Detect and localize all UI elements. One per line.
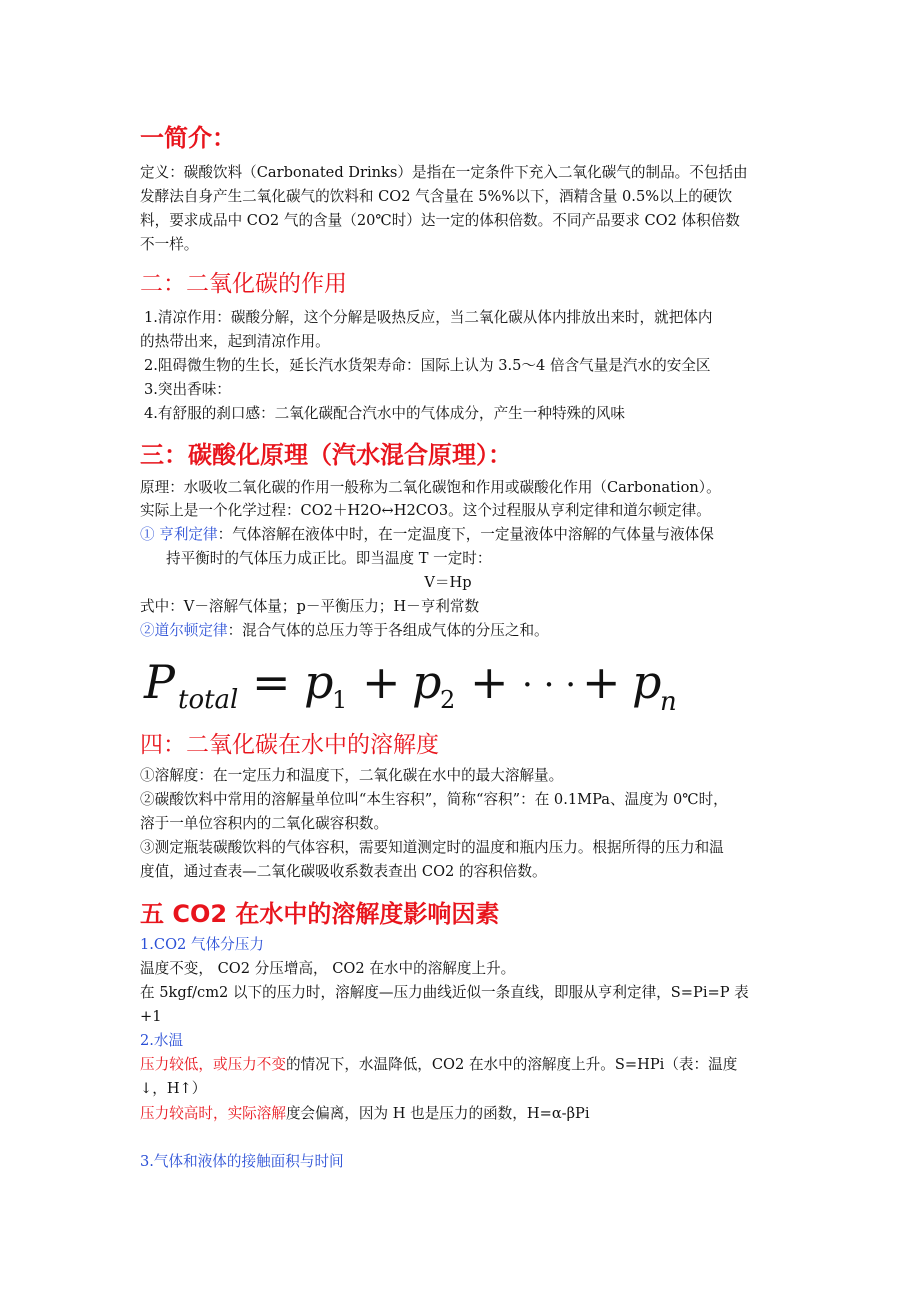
henry-law-label: ① 亨利定律	[140, 526, 218, 543]
henry-formula: V＝Hp	[424, 574, 472, 591]
formula-sub-2: 2	[440, 686, 456, 714]
heading-carbonation: 三：碳酸化原理（汽水混合原理）：	[140, 441, 512, 469]
heading-solubility: 四：二氧化碳在水中的溶解度	[140, 732, 439, 758]
role-line-5: 4.有舒服的刹口感：二氧化碳配合汽水中的气体成分，产生一种特殊的风味	[144, 405, 625, 422]
solubility-line-3: 溶于一单位容积内的二氧化碳容积数。	[140, 815, 389, 832]
role-line-4: 3.突出香味：	[144, 381, 231, 398]
solubility-line-1: ①溶解度：在一定压力和温度下，二氧化碳在水中的最大溶解量。	[140, 767, 564, 784]
factor-2-highlight-2: 压力较高时，实际溶解	[140, 1105, 286, 1122]
intro-line-3: 料，要求成品中 CO2 气的含量（20℃时）达一定的体积倍数。不同产品要求 CO2 体积倍数	[140, 212, 740, 229]
factor-2-text-2: 度会偏离，因为 H 也是压力的函数，H=α-βPi	[285, 1105, 590, 1122]
formula-dots: · · ·	[522, 665, 577, 705]
solubility-line-2: ②碳酸饮料中常用的溶解量单位叫“本生容积”，简称“容积”：在 0.1MPa、温度为 0℃时，	[140, 791, 728, 808]
factor-3-title: 3.气体和液体的接触面积与时间	[140, 1153, 344, 1170]
heading-factors: 五 CO2 在水中的溶解度影响因素	[140, 900, 500, 928]
factor-2-line-3	[140, 1102, 590, 1126]
factor-1-title: 1.CO2 气体分压力	[140, 936, 264, 953]
henry-law-text-2: 持平衡时的气体压力成正比。即当温度 T 一定时：	[166, 550, 492, 567]
dalton-law-label: ②道尔顿定律	[140, 622, 228, 639]
formula-pn: p	[632, 658, 662, 709]
factor-2-highlight-1: 压力较低，或压力不变	[140, 1056, 286, 1073]
dalton-formula	[140, 658, 700, 720]
formula-p1: p	[304, 658, 334, 709]
henry-law-line	[140, 523, 714, 547]
factor-1-line-1: 温度不变， CO2 分压增高， CO2 在水中的溶解度上升。	[140, 960, 516, 977]
heading-co2-role: 二：二氧化碳的作用	[140, 271, 347, 297]
henry-law-text: ：气体溶解在液体中时，在一定温度下，一定量液体中溶解的气体量与液体保	[217, 526, 714, 543]
formula-p2: p	[412, 658, 442, 709]
factor-2-line-1	[140, 1053, 737, 1077]
henry-note: 式中：V－溶解气体量；p－平衡压力；H－亨利常数	[140, 598, 480, 615]
intro-line-2: 发酵法自身产生二氧化碳气的饮料和 CO2 气含量在 5%%以下，酒精含量 0.5%以上的硬饮	[140, 188, 733, 205]
formula-plus-3: +	[582, 658, 621, 709]
formula-p-total: P	[144, 658, 175, 709]
carbonation-line-2: 实际上是一个化学过程：CO2＋H2O↔H2CO3。这个过程服从亨利定律和道尔顿定律。	[140, 502, 711, 519]
formula-sub-1: 1	[332, 686, 348, 714]
role-line-2: 的热带出来，起到清凉作用。	[140, 333, 330, 350]
formula-sub-n: n	[660, 687, 677, 717]
factor-2-title: 2.水温	[140, 1032, 184, 1049]
intro-line-4: 不一样。	[140, 236, 199, 253]
factor-1-line-3: +1	[140, 1008, 162, 1025]
role-line-3: 2.阻碍微生物的生长，延长汽水货架寿命：国际上认为 3.5～4 倍含气量是汽水的安全区	[144, 357, 711, 374]
solubility-line-4: ③测定瓶装碳酸饮料的气体容积，需要知道测定时的温度和瓶内压力。根据所得的压力和温	[140, 839, 724, 856]
dalton-law-text: ：混合气体的总压力等于各组成气体的分压之和。	[227, 622, 549, 639]
role-line-1: 1.清凉作用：碳酸分解，这个分解是吸热反应，当二氧化碳从体内排放出来时，就把体内	[144, 309, 713, 326]
heading-intro: 一简介：	[140, 124, 236, 152]
intro-line-1: 定义：碳酸饮料（Carbonated Drinks）是指在一定条件下充入二氧化碳气的制品。不包括由	[140, 164, 748, 181]
formula-plus-2: +	[470, 658, 509, 709]
formula-plus-1: +	[362, 658, 401, 709]
formula-equals: =	[252, 658, 291, 709]
factor-1-line-2: 在 5kgf/cm2 以下的压力时，溶解度—压力曲线近似一条直线，即服从亨利定律，S=Pi=P 表	[140, 984, 749, 1001]
factor-2-line-2: ↓，H↑）	[140, 1080, 207, 1097]
solubility-line-5: 度值，通过查表—二氧化碳吸收系数表查出 CO2 的容积倍数。	[140, 863, 547, 880]
carbonation-line-1: 原理：水吸收二氧化碳的作用一般称为二氧化碳饱和作用或碳酸化作用（Carbonation）。	[140, 479, 721, 496]
formula-subscript-total: total	[178, 685, 239, 715]
factor-2-text-1: 的情况下，水温降低，CO2 在水中的溶解度上升。S=HPi（表：温度	[285, 1056, 738, 1073]
dalton-law-line	[140, 619, 549, 643]
